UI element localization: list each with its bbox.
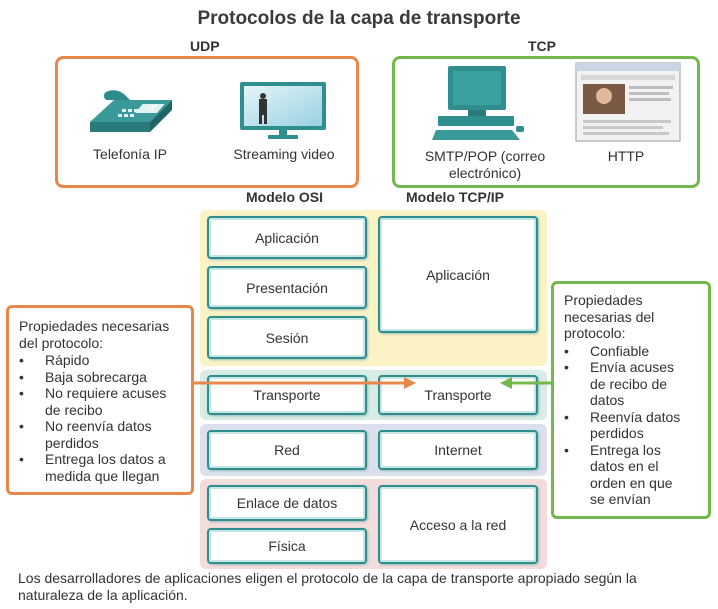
tcp-properties-title	[564, 292, 702, 342]
footer-caption-line: Los desarrolladores de aplicaciones eligen el protocolo de la capa de transporte apropiado según la	[18, 570, 637, 586]
tcp-arrow	[500, 372, 554, 394]
list-item	[564, 343, 702, 360]
footer-caption	[18, 570, 708, 604]
tcp-app-caption: HTTP	[607, 148, 645, 164]
list-item-line: • Entrega los datos a	[45, 451, 166, 467]
list-item-line: • Envía acuses	[590, 359, 675, 375]
list-item-line: perdidos	[45, 434, 99, 451]
list-item-line: datos en el	[590, 458, 659, 474]
udp-label: UDP	[190, 38, 220, 54]
svg-text:IP: IP	[149, 104, 157, 113]
tcp-properties-box	[551, 281, 711, 519]
udp-arrow	[190, 372, 420, 394]
list-item-line: de recibo de	[590, 375, 668, 392]
tv-monitor-icon	[238, 80, 328, 140]
list-item-line: • No reenvía datos	[45, 418, 152, 434]
tcp-app-caption-line: SMTP/POP (correo	[424, 148, 546, 164]
udp-properties-box	[6, 305, 194, 495]
list-item	[19, 352, 185, 369]
tcp-label: TCP	[528, 38, 556, 54]
udp-properties-title-line: del protocolo:	[19, 334, 104, 351]
list-item	[19, 369, 185, 386]
osi-layer: Física	[207, 528, 367, 564]
tcp-properties-title-line: necesarias del	[564, 308, 655, 325]
tcp-app-caption	[410, 148, 560, 182]
ip-phone-icon	[84, 88, 176, 136]
list-item	[564, 359, 702, 409]
list-item-line: • No requiere acuses	[45, 385, 167, 401]
list-item-line: datos	[590, 392, 625, 408]
list-item-line: perdidos	[590, 425, 644, 441]
list-item-line: • Rápido	[45, 352, 90, 368]
list-item-line: medida que llegan	[45, 467, 160, 484]
tcpip-layer: Acceso a la red	[378, 485, 538, 564]
list-item-line: • Confiable	[590, 342, 650, 359]
list-item-line: • Reenvía datos	[590, 408, 681, 425]
udp-properties-title	[19, 318, 185, 351]
list-item	[19, 418, 185, 451]
tcp-properties-list	[564, 343, 702, 508]
diagram-title: Protocolos de la capa de transporte	[197, 8, 521, 29]
osi-layer: Red	[207, 430, 367, 470]
list-item-line: de recibo	[45, 401, 103, 418]
desktop-computer-icon	[432, 64, 528, 144]
osi-layer: Presentación	[207, 266, 367, 309]
udp-properties-title-line: Propiedades necesarias	[19, 318, 170, 334]
osi-layer: Transporte	[207, 375, 367, 415]
tcp-app-caption-line: electrónico)	[448, 165, 522, 181]
osi-layer: Aplicación	[207, 216, 367, 259]
tcpip-layer: Transporte	[378, 375, 538, 415]
osi-model-heading: Modelo OSI	[246, 189, 323, 205]
list-item	[19, 451, 185, 484]
osi-layer: Sesión	[207, 316, 367, 359]
list-item	[19, 385, 185, 418]
list-item-line: se envían	[590, 491, 651, 507]
udp-properties-list	[19, 352, 185, 484]
list-item-line: • Entrega los	[590, 441, 661, 458]
list-item	[564, 409, 702, 442]
tcpip-layer: Internet	[378, 430, 538, 470]
tcp-properties-title-line: Propiedades	[564, 292, 643, 308]
tcpip-model-heading: Modelo TCP/IP	[406, 189, 504, 205]
list-item-line: • Baja sobrecarga	[45, 368, 147, 385]
udp-app-caption: Streaming video	[233, 146, 335, 162]
footer-caption-line: naturaleza de la aplicación.	[18, 587, 188, 603]
tcpip-layer: Aplicación	[378, 216, 538, 333]
osi-layer: Enlace de datos	[207, 485, 367, 521]
list-item	[564, 442, 702, 508]
tcp-properties-title-line: protocolo:	[564, 325, 626, 341]
udp-app-caption: Telefonía IP	[93, 146, 167, 162]
list-item-line: orden en que	[590, 474, 673, 491]
web-browser-icon	[575, 62, 681, 142]
